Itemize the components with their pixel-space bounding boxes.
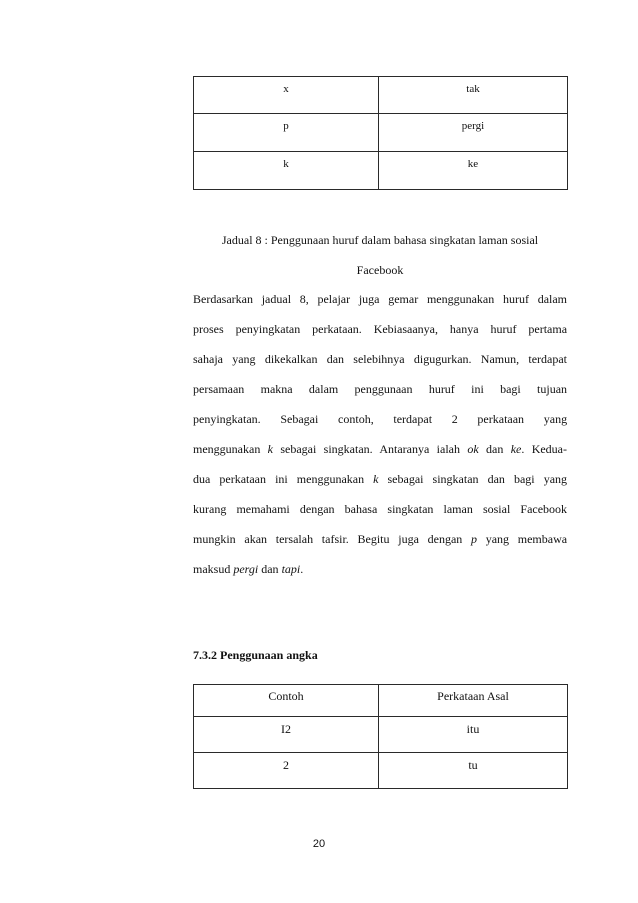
table-cell-short: x bbox=[194, 77, 379, 114]
table-header-example: Contoh bbox=[194, 685, 379, 717]
table-header-row bbox=[194, 685, 568, 717]
paragraph-line: mungkin akan tersalah tafsir. Begitu juga dengan p yang membawa bbox=[193, 532, 567, 546]
table-caption-line1: Jadual 8 : Penggunaan huruf dalam bahasa singkatan laman sosial bbox=[221, 233, 539, 247]
table-cell-short: p bbox=[194, 114, 379, 152]
table-row bbox=[194, 717, 568, 753]
paragraph-line: Berdasarkan jadual 8, pelajar juga gemar menggunakan huruf dalam bbox=[193, 292, 567, 306]
table-cell-short: 2 bbox=[194, 753, 379, 789]
section-heading: 7.3.2 Penggunaan angka bbox=[193, 648, 318, 662]
table-cell-full: tu bbox=[379, 753, 568, 789]
paragraph-line: maksud pergi dan tapi. bbox=[193, 562, 304, 576]
paragraph-line: dua perkataan ini menggunakan k sebagai singkatan dan bagi yang bbox=[193, 472, 567, 486]
table-row bbox=[194, 77, 568, 114]
paragraph-line: proses penyingkatan perkataan. Kebiasaanya, hanya huruf pertama bbox=[193, 322, 567, 336]
letter-abbreviation-table bbox=[193, 76, 568, 190]
table-cell-short: k bbox=[194, 152, 379, 190]
number-abbreviation-table bbox=[193, 684, 568, 789]
table-cell-full: pergi bbox=[379, 114, 568, 152]
paragraph-line: menggunakan k sebagai singkatan. Antaranya ialah ok dan ke. Kedua- bbox=[193, 442, 567, 456]
page-number: 20 bbox=[312, 838, 326, 850]
table-cell-short: I2 bbox=[194, 717, 379, 753]
paragraph-line: kurang memahami dengan bahasa singkatan laman sosial Facebook bbox=[193, 502, 567, 516]
table-header-original-word: Perkataan Asal bbox=[379, 685, 568, 717]
body-paragraph bbox=[193, 284, 567, 584]
table-row bbox=[194, 114, 568, 152]
table-cell-full: tak bbox=[379, 77, 568, 114]
table-caption-line2: Facebook bbox=[356, 263, 404, 277]
table-row bbox=[194, 753, 568, 789]
table-cell-full: ke bbox=[379, 152, 568, 190]
table-row bbox=[194, 152, 568, 190]
paragraph-line: penyingkatan. Sebagai contoh, terdapat 2 perkataan yang bbox=[193, 412, 567, 426]
table-cell-full: itu bbox=[379, 717, 568, 753]
paragraph-line: persamaan makna dalam penggunaan huruf ini bagi tujuan bbox=[193, 382, 567, 396]
paragraph-line: sahaja yang dikekalkan dan selebihnya digugurkan. Namun, terdapat bbox=[193, 352, 567, 366]
